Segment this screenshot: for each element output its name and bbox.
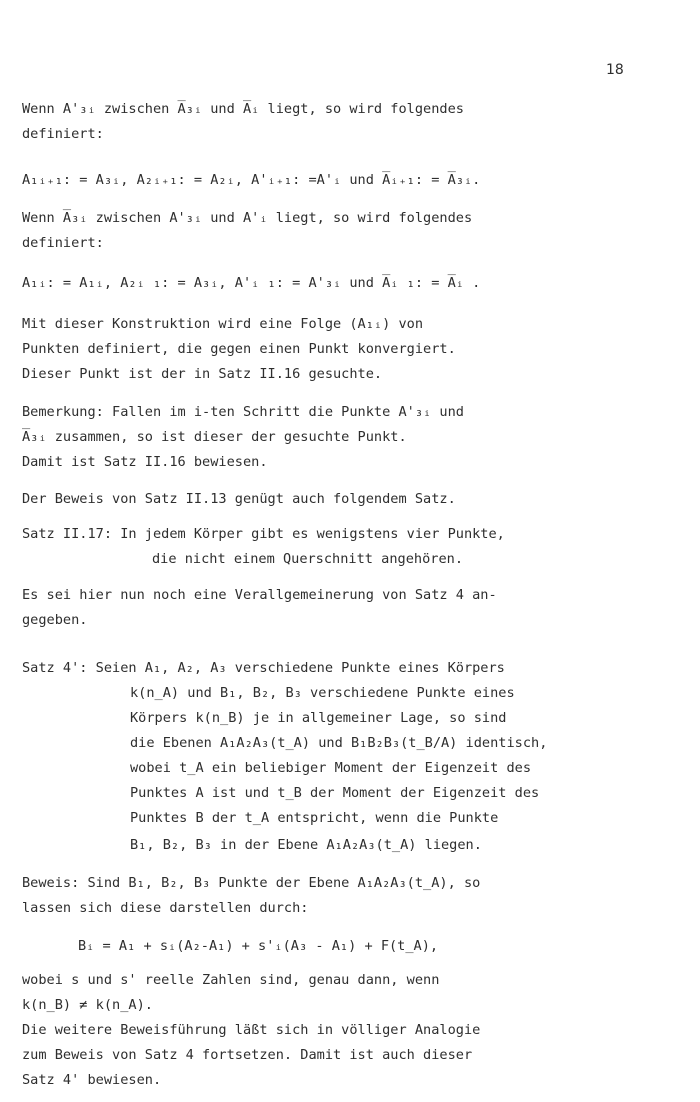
text-line: Wenn A̅₃ᵢ zwischen A'₃ᵢ und A'ᵢ liegt, so wird folgendes — [22, 210, 473, 226]
text-line: k(n_B) ≠ k(n_A). — [22, 997, 153, 1013]
formula-line: Bᵢ = A₁ + sᵢ(A₂-A₁) + s'ᵢ(A₃ - A₁) + F(t_A), — [78, 938, 439, 954]
text-line: gegeben. — [22, 612, 88, 628]
theorem-line: B₁, B₂, B₃ in der Ebene A₁A₂A₃(t_A) liegen. — [130, 837, 482, 853]
text-line: Mit dieser Konstruktion wird eine Folge (A₁ᵢ) von — [22, 316, 424, 332]
theorem-line: die nicht einem Querschnitt angehören. — [152, 551, 463, 567]
text-line: Der Beweis von Satz II.13 genügt auch folgendem Satz. — [22, 491, 456, 507]
text-line: Damit ist Satz II.16 bewiesen. — [22, 454, 268, 470]
text-line: Die weitere Beweisführung läßt sich in völliger Analogie — [22, 1022, 481, 1038]
text-line: definiert: — [22, 126, 104, 142]
theorem-line: Satz II.17: In jedem Körper gibt es wenigstens vier Punkte, — [22, 526, 505, 542]
proof-line: lassen sich diese darstellen durch: — [22, 900, 309, 916]
formula-line: A₁ᵢ₊₁: = A₃ᵢ, A₂ᵢ₊₁: = A₂ᵢ, A'ᵢ₊₁: =A'ᵢ und A̅ᵢ₊₁: = A̅₃ᵢ. — [22, 172, 481, 188]
text-line: Bemerkung: Fallen im i-ten Schritt die Punkte A'₃ᵢ und — [22, 404, 464, 420]
text-line: Punkten definiert, die gegen einen Punkt konvergiert. — [22, 341, 456, 357]
theorem-line: Punktes A ist und t_B der Moment der Eigenzeit des — [130, 785, 540, 801]
theorem-line: Punktes B der t_A entspricht, wenn die Punkte — [130, 810, 499, 826]
text-line: Satz 4' bewiesen. — [22, 1072, 162, 1088]
theorem-line: k(n_A) und B₁, B₂, B₃ verschiedene Punkte eines — [130, 685, 515, 701]
text-line: Wenn A'₃ᵢ zwischen A̅₃ᵢ und A̅ᵢ liegt, so wird folgendes — [22, 101, 464, 117]
page-number: 18 — [606, 62, 624, 78]
theorem-line: Körpers k(n_B) je in allgemeiner Lage, so sind — [130, 710, 507, 726]
theorem-line: Satz 4': Seien A₁, A₂, A₃ verschiedene Punkte eines Körpers — [22, 660, 505, 676]
proof-line: Beweis: Sind B₁, B₂, B₃ Punkte der Ebene A₁A₂A₃(t_A), so — [22, 875, 481, 891]
text-line: wobei s und s' reelle Zahlen sind, genau dann, wenn — [22, 972, 440, 988]
text-line: Es sei hier nun noch eine Verallgemeinerung von Satz 4 an- — [22, 587, 497, 603]
text-line: Dieser Punkt ist der in Satz II.16 gesuchte. — [22, 366, 383, 382]
text-line: zum Beweis von Satz 4 fortsetzen. Damit ist auch dieser — [22, 1047, 473, 1063]
text-line: A̅₃ᵢ zusammen, so ist dieser der gesuchte Punkt. — [22, 429, 407, 445]
formula-line: A₁ᵢ: = A₁ᵢ, A₂ᵢ ₁: = A₃ᵢ, A'ᵢ ₁: = A'₃ᵢ und A̅ᵢ ₁: = A̅ᵢ . — [22, 275, 481, 291]
theorem-line: wobei t_A ein beliebiger Moment der Eigenzeit des — [130, 760, 532, 776]
theorem-line: die Ebenen A₁A₂A₃(t_A) und B₁B₂B₃(t_B/A) identisch, — [130, 735, 548, 751]
text-line: definiert: — [22, 235, 104, 251]
